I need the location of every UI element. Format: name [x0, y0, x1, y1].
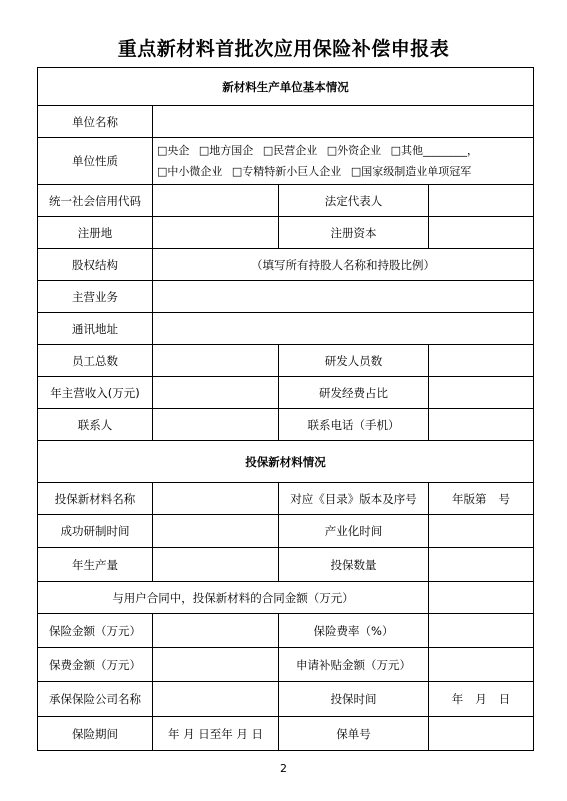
option-single-champion[interactable]: □国家级制造业单项冠军 — [350, 165, 472, 178]
option-little-giant[interactable]: □专精特新小巨人企业 — [231, 165, 342, 178]
annual-output-field[interactable] — [153, 548, 279, 582]
unit-nature-options[interactable] — [153, 138, 534, 185]
catalog-year-text: 年版第 — [452, 491, 487, 506]
contact-field[interactable] — [153, 409, 279, 441]
insure-time-label: 投保时间 — [279, 682, 429, 717]
period-label: 保险期间 — [38, 717, 153, 751]
insured-qty-field[interactable] — [429, 548, 534, 582]
option-central-soe[interactable]: □央企 — [157, 144, 190, 157]
phone-field[interactable] — [429, 409, 534, 441]
option-foreign[interactable]: □外资企业 — [326, 144, 382, 157]
form-title: 重点新材料首批次应用保险补偿申报表 — [117, 38, 450, 60]
phone-label: 联系电话（手机） — [279, 409, 429, 441]
unit-name-label: 单位名称 — [38, 106, 153, 138]
employees-field[interactable] — [153, 345, 279, 377]
rd-staff-field[interactable] — [429, 345, 534, 377]
rd-ratio-field[interactable] — [429, 377, 534, 409]
option-sme[interactable]: □中小微企业 — [157, 165, 223, 178]
catalog-field[interactable] — [429, 483, 534, 515]
address-field[interactable] — [153, 313, 534, 345]
unit-name-field[interactable] — [153, 106, 534, 138]
unit-nature-options-line2 — [157, 161, 531, 182]
rd-ratio-label: 研发经费占比 — [279, 377, 429, 409]
insure-day-text: 日 — [498, 692, 511, 706]
dev-time-field[interactable] — [153, 515, 279, 548]
employees-label: 员工总数 — [38, 345, 153, 377]
premium-amount-label: 保费金额（万元） — [38, 648, 153, 682]
ind-time-label: 产业化时间 — [279, 515, 429, 548]
catalog-no-text: 号 — [498, 491, 510, 506]
page-number: 2 — [280, 762, 287, 775]
insure-time-field[interactable] — [429, 682, 534, 717]
insurer-field[interactable] — [153, 682, 279, 717]
insured-amount-label: 保险金额（万元） — [38, 614, 153, 648]
material-name-field[interactable] — [153, 483, 279, 515]
revenue-label: 年主营收入(万元) — [38, 377, 153, 409]
legal-rep-field[interactable] — [429, 185, 534, 217]
ind-time-field[interactable] — [429, 515, 534, 548]
dev-time-label: 成功研制时间 — [38, 515, 153, 548]
address-label: 通讯地址 — [38, 313, 153, 345]
unit-nature-label: 单位性质 — [38, 138, 153, 185]
insure-month-text: 月 — [475, 692, 487, 706]
section-material-heading: 投保新材料情况 — [38, 441, 534, 483]
contract-amount-field[interactable] — [429, 582, 534, 614]
period-field[interactable]: 年 月 日至年 月 日 — [153, 717, 279, 751]
insure-year-text: 年 — [451, 692, 464, 706]
equity-field[interactable]: （填写所有持股人名称和持股比例） — [153, 249, 534, 281]
premium-rate-label: 保险费率（%） — [279, 614, 429, 648]
reg-place-field[interactable] — [153, 217, 279, 249]
application-form-table — [37, 67, 534, 751]
contact-label: 联系人 — [38, 409, 153, 441]
premium-rate-field[interactable] — [429, 614, 534, 648]
reg-capital-label: 注册资本 — [279, 217, 429, 249]
credit-code-field[interactable] — [153, 185, 279, 217]
unit-nature-options-line1 — [157, 140, 531, 161]
insured-amount-field[interactable] — [153, 614, 279, 648]
equity-label: 股权结构 — [38, 249, 153, 281]
contract-amount-label: 与用户合同中，投保新材料的合同金额（万元） — [38, 582, 429, 614]
premium-amount-field[interactable] — [153, 648, 279, 682]
section-basic-info-heading: 新材料生产单位基本情况 — [38, 68, 534, 106]
option-other[interactable]: □其他________， — [390, 144, 479, 157]
legal-rep-label: 法定代表人 — [279, 185, 429, 217]
credit-code-label: 统一社会信用代码 — [38, 185, 153, 217]
rd-staff-label: 研发人员数 — [279, 345, 429, 377]
option-private[interactable]: □民营企业 — [262, 144, 318, 157]
option-local-soe[interactable]: □地方国企 — [198, 144, 254, 157]
policy-no-field[interactable] — [429, 717, 534, 751]
catalog-label: 对应《目录》版本及序号 — [279, 483, 429, 515]
material-name-label: 投保新材料名称 — [38, 483, 153, 515]
insurer-label: 承保保险公司名称 — [38, 682, 153, 717]
main-business-label: 主营业务 — [38, 281, 153, 313]
main-business-field[interactable] — [153, 281, 534, 313]
reg-place-label: 注册地 — [38, 217, 153, 249]
annual-output-label: 年生产量 — [38, 548, 153, 582]
policy-no-label: 保单号 — [279, 717, 429, 751]
reg-capital-field[interactable] — [429, 217, 534, 249]
subsidy-label: 申请补贴金额（万元） — [279, 648, 429, 682]
revenue-field[interactable] — [153, 377, 279, 409]
insured-qty-label: 投保数量 — [279, 548, 429, 582]
subsidy-field[interactable] — [429, 648, 534, 682]
